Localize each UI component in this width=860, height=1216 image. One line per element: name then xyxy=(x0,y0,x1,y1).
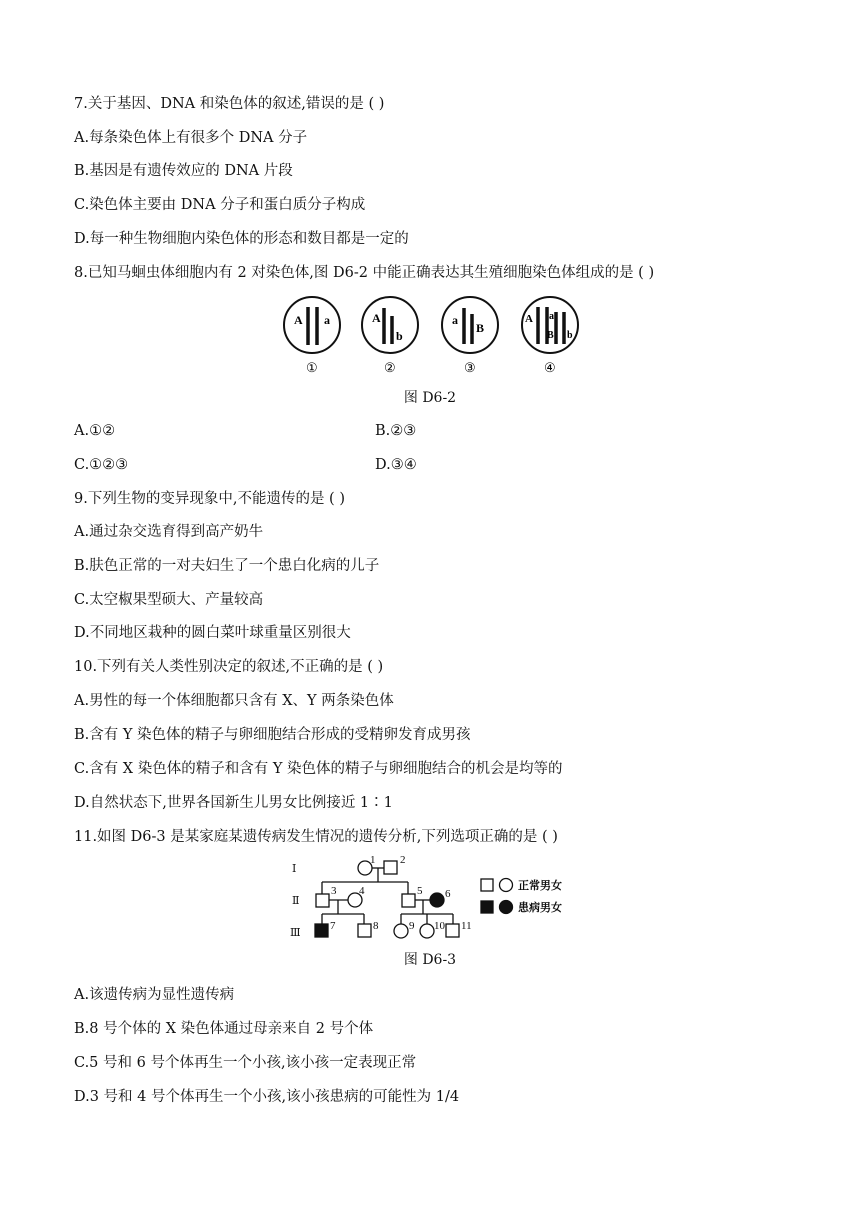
question-11-stem: 11.如图 D6-3 是某家庭某遗传病发生情况的遗传分析,下列选项正确的是 ( ) xyxy=(74,829,558,845)
pedigree-individual-3 xyxy=(316,894,329,907)
figure-d6-2-caption: 图 D6-2 xyxy=(403,390,457,406)
legend-normal-female-icon xyxy=(500,879,513,892)
question-7-option-b: B.基因是有遗传效应的 DNA 片段 xyxy=(74,163,293,179)
question-10-option-c: C.含有 X 染色体的精子和含有 Y 染色体的精子与卵细胞结合的机会是均等的 xyxy=(74,761,563,777)
generation-label-2: Ⅱ xyxy=(292,895,300,907)
legend-affected-female-icon xyxy=(500,901,513,914)
cell-3-label-b: B xyxy=(476,321,485,335)
individual-number-10: 10 xyxy=(434,920,445,932)
cell-2 xyxy=(362,297,418,375)
pedigree-individual-6 xyxy=(430,893,444,907)
question-9-option-b: B.肤色正常的一对夫妇生了一个患白化病的儿子 xyxy=(74,558,380,574)
question-11-option-a: A.该遗传病为显性遗传病 xyxy=(74,987,235,1003)
pedigree-individual-9 xyxy=(394,924,408,938)
cell-1-number: ① xyxy=(306,360,318,375)
cell-1-label-a-lower: a xyxy=(324,313,330,327)
cell-4-number: ④ xyxy=(544,360,556,375)
pedigree-individual-8 xyxy=(358,924,371,937)
question-11-option-d: D.3 号和 4 号个体再生一个小孩,该小孩患病的可能性为 1/4 xyxy=(74,1089,460,1105)
cell-2-label-b: b xyxy=(396,329,403,343)
question-11-option-c: C.5 号和 6 号个体再生一个小孩,该小孩一定表现正常 xyxy=(74,1055,417,1071)
legend-affected-label: 患病男女 xyxy=(518,902,562,914)
individual-number-11: 11 xyxy=(461,920,472,932)
question-10-option-b: B.含有 Y 染色体的精子与卵细胞结合形成的受精卵发育成男孩 xyxy=(74,727,471,743)
question-9-option-d: D.不同地区栽种的圆白菜叶球重量区别很大 xyxy=(74,625,351,641)
question-8-option-c: C.①②③ xyxy=(74,457,129,473)
question-7-option-a: A.每条染色体上有很多个 DNA 分子 xyxy=(74,130,308,146)
cell-3-number: ③ xyxy=(464,360,476,375)
pedigree-individual-2 xyxy=(384,861,397,874)
legend-normal-male-icon xyxy=(481,879,493,891)
pedigree-individual-10 xyxy=(420,924,434,938)
figure-d6-3-pedigree xyxy=(280,852,590,946)
cell-3-label-a: a xyxy=(452,313,458,327)
individual-number-6: 6 xyxy=(445,888,451,900)
cell-2-label-a: A xyxy=(372,311,381,325)
pedigree-individual-7 xyxy=(315,924,328,937)
question-9-stem: 9.下列生物的变异现象中,不能遗传的是 ( ) xyxy=(74,491,345,507)
figure-d6-3-caption: 图 D6-3 xyxy=(403,952,457,968)
legend-normal-label: 正常男女 xyxy=(518,880,562,892)
question-9-option-c: C.太空椒果型硕大、产量较高 xyxy=(74,592,264,608)
cell-3 xyxy=(442,297,498,375)
cell-4-label-a-lower: a xyxy=(549,311,554,322)
generation-label-3: Ⅲ xyxy=(290,927,301,939)
question-8-stem: 8.已知马蛔虫体细胞内有 2 对染色体,图 D6-2 中能正确表达其生殖细胞染色体组成的是 ( ) xyxy=(74,265,655,281)
individual-number-2: 2 xyxy=(400,854,406,866)
pedigree-individual-11 xyxy=(446,924,459,937)
individual-number-4: 4 xyxy=(359,885,365,897)
cell-2-number: ② xyxy=(384,360,396,375)
question-8-option-b: B.②③ xyxy=(375,423,417,439)
question-7-option-c: C.染色体主要由 DNA 分子和蛋白质分子构成 xyxy=(74,197,366,213)
question-8-option-a: A.①② xyxy=(74,423,116,439)
individual-number-5: 5 xyxy=(417,885,423,897)
question-7-option-d: D.每一种生物细胞内染色体的形态和数目都是一定的 xyxy=(74,231,409,247)
cell-4-label-a-upper: A xyxy=(525,313,533,325)
question-10-option-a: A.男性的每一个体细胞都只含有 X、Y 两条染色体 xyxy=(74,693,394,709)
question-11-option-b: B.8 号个体的 X 染色体通过母亲来自 2 号个体 xyxy=(74,1021,374,1037)
pedigree-individual-5 xyxy=(402,894,415,907)
question-10-option-d: D.自然状态下,世界各国新生儿男女比例接近 1∶1 xyxy=(74,795,393,811)
question-10-stem: 10.下列有关人类性别决定的叙述,不正确的是 ( ) xyxy=(74,659,384,675)
generation-label-1: Ⅰ xyxy=(292,863,297,875)
individual-number-3: 3 xyxy=(331,885,337,897)
cell-4 xyxy=(522,297,578,375)
individual-number-8: 8 xyxy=(373,920,379,932)
cell-4-label-b-upper: B xyxy=(547,330,554,341)
legend-affected-male-icon xyxy=(481,901,493,913)
question-9-option-a: A.通过杂交选育得到高产奶牛 xyxy=(74,524,264,540)
figure-d6-2-chromosome-cells xyxy=(280,294,600,378)
individual-number-1: 1 xyxy=(370,854,376,866)
question-7-stem: 7.关于基因、DNA 和染色体的叙述,错误的是 ( ) xyxy=(74,96,385,112)
individual-number-7: 7 xyxy=(330,920,336,932)
question-8-option-d: D.③④ xyxy=(375,457,417,473)
individual-number-9: 9 xyxy=(409,920,415,932)
cell-1 xyxy=(284,297,340,375)
cell-1-label-a-upper: A xyxy=(294,313,303,327)
cell-4-label-b-lower: b xyxy=(567,330,573,341)
